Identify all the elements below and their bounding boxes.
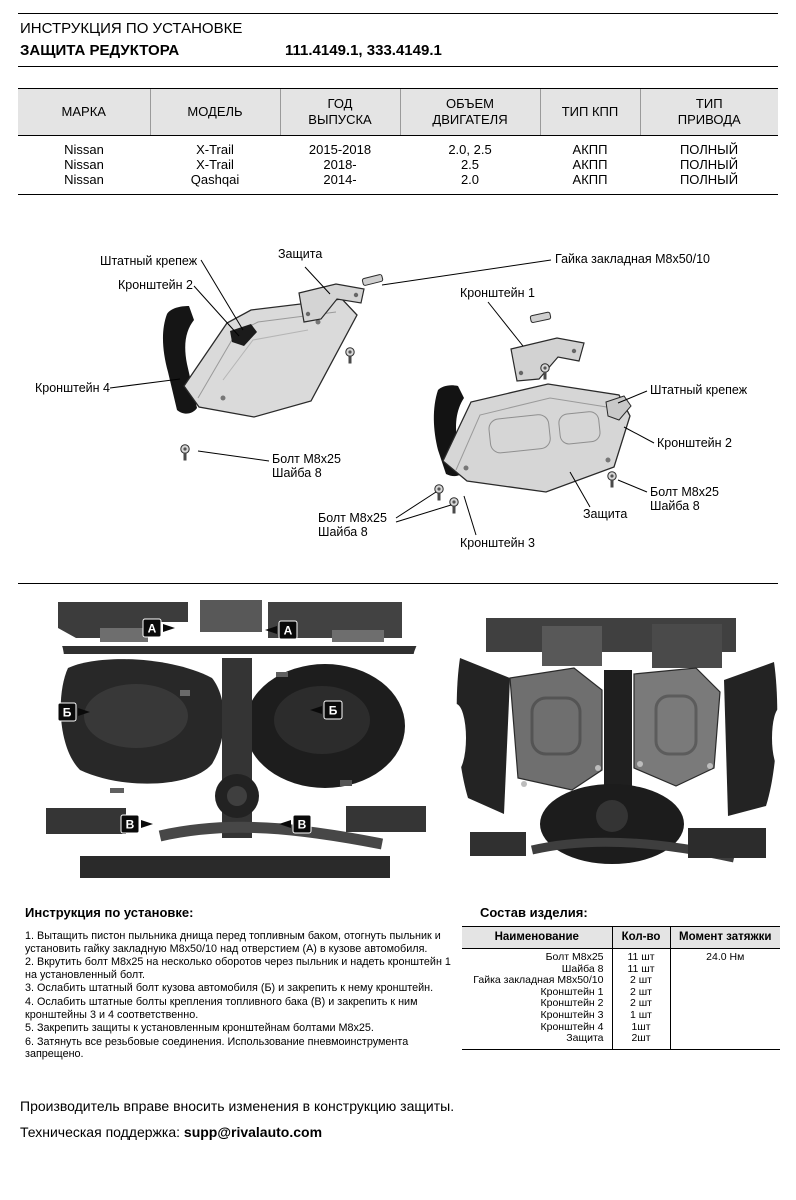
label-embedded-nut: Гайка закладная M8x50/10 xyxy=(555,252,710,266)
cell xyxy=(670,1033,780,1049)
cell: 2шт xyxy=(612,1033,670,1049)
instruction-step: 3. Ослабить штатный болт кузова автомобиля (Б) и закрепить к нему кронштейн. xyxy=(25,982,434,995)
parts-row xyxy=(462,987,780,999)
cell: 11 шт xyxy=(612,964,670,976)
parts-row xyxy=(462,975,780,987)
svg-text:А: А xyxy=(283,623,293,638)
underbody-photo-after xyxy=(452,618,782,873)
doc-subtitle: ЗАЩИТА РЕДУКТОРА xyxy=(20,42,180,59)
cell: Защита xyxy=(462,1033,612,1049)
parts-table xyxy=(462,926,780,1050)
parts-row xyxy=(462,1022,780,1034)
instruction-step: 6. Затянуть все резьбовые соединения. Использование пневмоинструмента запрещено. xyxy=(25,1035,409,1061)
divider xyxy=(18,66,778,67)
cell: Шайба 8 xyxy=(561,962,604,975)
cell xyxy=(670,975,780,987)
cell: Nissan xyxy=(64,142,104,157)
svg-text:Б: Б xyxy=(328,703,338,718)
cell: ПОЛНЫЙ xyxy=(679,142,739,157)
cell: X-Trail xyxy=(196,142,234,157)
col-header-year: ГОД ВЫПУСКА xyxy=(280,89,400,136)
underbody-photo-before xyxy=(40,598,432,890)
vehicle-table xyxy=(18,88,778,195)
label-bolt-washer-left: Болт M8x25 Шайба 8 xyxy=(272,452,341,480)
instruction-step: 5. Закрепить защиты к установленным кронштейнам болтами M8x25. xyxy=(25,1022,374,1035)
manufacturer-note: Производитель вправе вносить изменения в конструкцию защиты. xyxy=(20,1098,455,1114)
col-header-part-name: Наименование xyxy=(462,927,612,949)
label-bracket-2-right: Кронштейн 2 xyxy=(657,436,732,450)
cell: Кронштейн 3 xyxy=(540,1008,604,1021)
instruction-step: 2. Вкрутить болт M8x25 на несколько оборотов через пыльник и надеть кронштейн 1 на установленный болт. xyxy=(25,956,451,981)
label-guard-right: Защита xyxy=(583,507,628,521)
col-header-torque: Момент затяжки xyxy=(670,927,780,949)
cell: ПОЛНЫЙ xyxy=(640,172,778,195)
parts-header-row xyxy=(462,927,780,949)
cell: 2.0 xyxy=(400,172,540,195)
cell: 2.0, 2.5 xyxy=(448,142,492,157)
support-line xyxy=(20,1124,322,1140)
label-standard-fastener-right: Штатный крепеж xyxy=(650,383,748,397)
label-standard-fastener-left: Штатный крепеж xyxy=(100,254,198,268)
vehicle-row xyxy=(18,172,778,195)
svg-text:В: В xyxy=(125,817,135,832)
cell: Кронштейн 4 xyxy=(540,1020,604,1033)
cell: 2 шт xyxy=(612,987,670,999)
svg-text:В: В xyxy=(297,817,307,832)
parts-row xyxy=(462,998,780,1010)
vehicle-table-header-row xyxy=(18,89,778,136)
instruction-step: 1. Вытащить пистон пыльника днища перед топливным баком, отогнуть пыльник и установить гайку закладную M8x50/10 над отверстием (А) в кузове автомобиля. xyxy=(25,930,441,955)
cell: АКПП xyxy=(572,157,608,172)
parts-row xyxy=(462,1033,780,1049)
cell xyxy=(670,964,780,976)
cell: Nissan xyxy=(64,157,104,172)
cell: 11 шт xyxy=(612,949,670,964)
support-email: supp@rivalauto.com xyxy=(183,1124,323,1140)
parts-title: Состав изделия: xyxy=(480,905,588,920)
label-bolt-washer-right: Болт M8x25 Шайба 8 xyxy=(650,485,719,513)
cell: Nissan xyxy=(18,172,150,195)
instructions-list xyxy=(25,930,457,1062)
divider xyxy=(18,13,778,14)
parts-row xyxy=(462,1010,780,1022)
exploded-diagram xyxy=(18,230,778,582)
vehicle-row xyxy=(18,136,778,158)
instructions-title: Инструкция по установке: xyxy=(25,905,194,920)
col-header-brand: МАРКА xyxy=(18,89,150,136)
cell xyxy=(670,987,780,999)
svg-text:Б: Б xyxy=(62,705,72,720)
cell: 2014- xyxy=(280,172,400,195)
label-bracket-2-left: Кронштейн 2 xyxy=(118,278,193,292)
cell: Кронштейн 1 xyxy=(540,985,604,998)
parts-row xyxy=(462,949,780,964)
cell: X-Trail xyxy=(196,157,234,172)
cell: Гайка закладная M8x50/10 xyxy=(473,974,604,987)
cell: 1шт xyxy=(612,1022,670,1034)
col-header-gearbox: ТИП КПП xyxy=(540,89,640,136)
cell: 1 шт xyxy=(612,1010,670,1022)
col-header-drive: ТИП ПРИВОДА xyxy=(640,89,778,136)
cell: 2015-2018 xyxy=(308,142,372,157)
label-guard-left: Защита xyxy=(278,247,323,261)
cell: 2 шт xyxy=(612,975,670,987)
support-label: Техническая поддержка: xyxy=(20,1124,181,1140)
instruction-step: 4. Ослабить штатные болты крепления топливного бака (В) и закрепить к ним кронштейны 3 и 4 соответственно. xyxy=(25,995,418,1021)
divider xyxy=(18,583,778,584)
cell: Кронштейн 2 xyxy=(540,997,604,1010)
part-numbers: 111.4149.1, 333.4149.1 xyxy=(285,42,442,59)
col-header-model: МОДЕЛЬ xyxy=(150,89,280,136)
label-bracket-1: Кронштейн 1 xyxy=(460,286,535,300)
label-bracket-4: Кронштейн 4 xyxy=(35,381,110,395)
cell: 2018- xyxy=(323,157,357,172)
cell xyxy=(670,1010,780,1022)
cell: Qashqai xyxy=(150,172,280,195)
cell: 2 шт xyxy=(612,998,670,1010)
vehicle-row xyxy=(18,157,778,172)
label-bolt-washer-mid: Болт M8x25 Шайба 8 xyxy=(318,511,387,539)
cell xyxy=(670,1022,780,1034)
svg-text:А: А xyxy=(147,621,157,636)
cell: 24.0 Нм xyxy=(670,949,780,964)
cell: 2.5 xyxy=(460,157,480,172)
cell: ПОЛНЫЙ xyxy=(679,157,739,172)
label-bracket-3: Кронштейн 3 xyxy=(460,536,535,550)
left-assembly xyxy=(163,274,383,460)
cell: АКПП xyxy=(540,172,640,195)
cell: АКПП xyxy=(572,142,608,157)
right-assembly xyxy=(434,312,631,514)
doc-title: ИНСТРУКЦИЯ ПО УСТАНОВКЕ xyxy=(20,20,243,37)
col-header-qty: Кол-во xyxy=(612,927,670,949)
cell: Болт M8x25 xyxy=(545,951,604,963)
col-header-engine: ОБЪЕМ ДВИГАТЕЛЯ xyxy=(400,89,540,136)
cell xyxy=(670,998,780,1010)
